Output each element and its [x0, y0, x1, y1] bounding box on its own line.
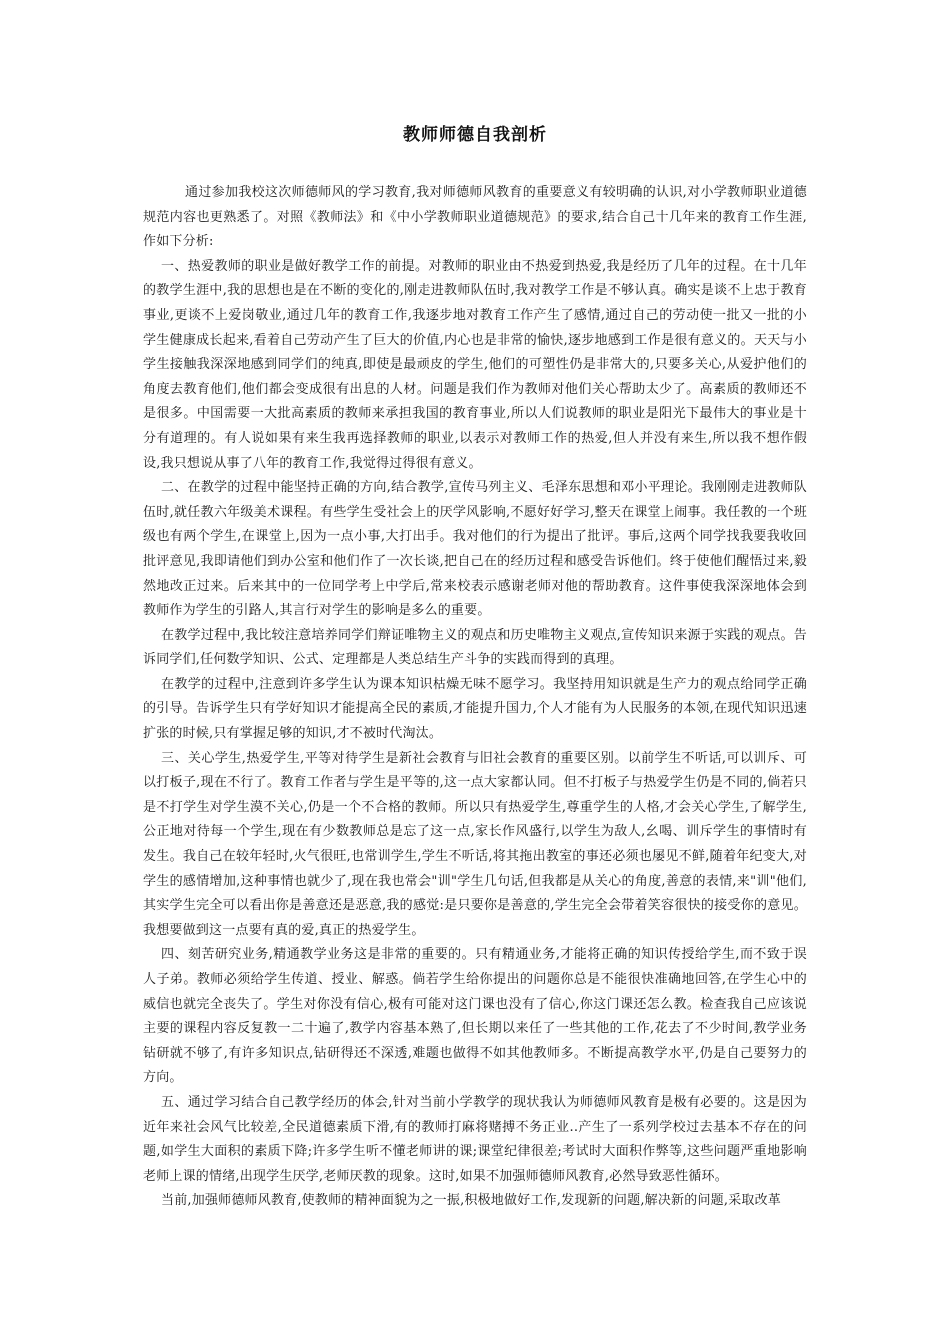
document-body	[143, 181, 807, 1214]
paragraph-section-2-part-2: 在教学过程中,我比较注意培养同学们辩证唯物主义的观点和历史唯物主义观点,宣传知识来源于实践的观点。告诉同学们,任何数学知识、公式、定理都是人类总结生产斗争的实践而得到的真理。	[143, 627, 807, 668]
paragraph-section-2-part-3: 在教学的过程中,注意到许多学生认为课本知识枯燥无味不愿学习。我坚持用知识就是生产力的观点给同学正确的引导。告诉学生只有学好知识才能提高全民的素质,才能提升国力,个人才能有为人民服务的本领,在现代知识迅速扩张的时候,只有掌握足够的知识,才不被时代淘汰。	[143, 676, 807, 742]
paragraph-section-4: 四、刻苦研究业务,精通教学业务这是非常的重要的。只有精通业务,才能将正确的知识传授给学生,而不致于误人子弟。教师必须给学生传道、授业、解惑。倘若学生给你提出的问题你总是不能很快准确地回答,在学生心中的威信也就完全丧失了。学生对你没有信心,极有可能对这门课也没有了信心,你这门课还怎么教。检查我自己应该说主要的课程内容反复教一二十遍了,教学内容基本熟了,但长期以来任了一些其他的工作,花去了不少时间,教学业务钻研就不够了,有许多知识点,钻研得还不深透,难题也做得不如其他教师多。不断提高教学水平,仍是自己要努力的方向。	[143, 947, 807, 1086]
document-title: 教师师德自我剖析	[403, 125, 547, 145]
paragraph-section-1: 一、热爱教师的职业是做好教学工作的前提。对教师的职业由不热爱到热爱,我是经历了几年的过程。在十几年的教学生涯中,我的思想也是在不断的变化的,刚走进教师队伍时,我对教学工作是不够认真。确实是谈不上忠于教育事业,更谈不上爱岗敬业,通过几年的教育工作,我逐步地对教育工作产生了感情,通过自己的劳动使一批又一批的小学生健康成长起来,看着自己劳动产生了巨大的价值,内心也是非常的愉快,逐步地感到工作是很有意义的。天天与小学生接触我深深地感到同学们的纯真,即使是最顽皮的学生,他们的可塑性仍是非常大的,只要多关心,从爱护他们的角度去教育他们,他们都会变成很有出息的人材。问题是我们作为教师对他们关心帮助太少了。高素质的教师还不是很多。中国需要一大批高素质的教师来承担我国的教育事业,所以人们说教师的职业是阳光下最伟大的事业是十分有道理的。有人说如果有来生我再选择教师的职业,以表示对教师工作的热爱,但人并没有来生,所以我不想作假设,我只想说从事了八年的教育工作,我觉得过得很有意义。	[143, 258, 807, 471]
paragraph-intro: 通过参加我校这次师德师风的学习教育,我对师德师风教育的重要意义有较明确的认识,对小学教师职业道德规范内容也更熟悉了。对照《教师法》和《中小学教师职业道德规范》的要求,结合自己十几年来的教育工作生涯,作如下分析:	[143, 185, 807, 250]
paragraph-section-3: 三、关心学生,热爱学生,平等对待学生是新社会教育与旧社会教育的重要区别。以前学生不听话,可以训斥、可以打板子,现在不行了。教育工作者与学生是平等的,这一点大家都认同。但不打板子与热爱学生仍是不同的,倘若只是不打学生对学生漠不关心,仍是一个不合格的教师。所以只有热爱学生,尊重学生的人格,才会关心学生,了解学生,公正地对待每一个学生,现在有少数教师总是忘了这一点,家长作风盛行,以学生为敌人,幺喝、训斥学生的事情时有发生。我自己在较年轻时,火气很旺,也常训学生,学生不听话,将其拖出教室的事还必须也屡见不鲜,随着年纪变大,对学生的感情增加,这种事情也就少了,现在我也常会"训"学生几句话,但我都是从关心的角度,善意的表情,来"训"他们,其实学生完全可以看出你是善意还是恶意,我的感觉:是只要你是善意的,学生完全会带着笑容很快的接受你的意见。我想要做到这一点要有真的爱,真正的热爱学生。	[143, 750, 807, 938]
paragraph-section-2: 二、在教学的过程中能坚持正确的方向,结合教学,宣传马列主义、毛泽东思想和邓小平理论。我刚刚走进教师队伍时,就任教六年级美术课程。有些学生受社会上的厌学风影响,不愿好好学习,整天在课堂上闹事。我任教的一个班级也有两个学生,在课堂上,因为一点小事,大打出手。我对他们的行为提出了批评。事后,这两个同学找我要我收回批评意见,我即请他们到办公室和他们作了一次长谈,把自己在的经历过程和感受告诉他们。终于使他们醒悟过来,毅然地改正过来。后来其中的一位同学考上中学后,常来校表示感谢老师对他的帮助教育。这件事使我深深地体会到教师作为学生的引路人,其言行对学生的影响是多么的重要。	[143, 480, 807, 619]
paragraph-closing: 当前,加强师德师风教育,使教师的精神面貌为之一振,积极地做好工作,发现新的问题,解决新的问题,采取改革	[161, 1193, 781, 1209]
document-page	[143, 120, 807, 1214]
paragraph-section-5: 五、通过学习结合自己教学经历的体会,针对当前小学教学的现状我认为师德师风教育是极有必要的。这是因为近年来社会风气比较差,全民道德素质下滑,有的教师打麻将赌搏不务正业..产生了一系列学校过去基本不存在的问题,如学生大面积的素质下降;许多学生听不懂老师讲的课;课堂纪律很差;考试时大面积作弊等,这些问题严重地影响老师上课的情绪,出现学生厌学,老师厌教的现象。这时,如果不加强师德师风教育,必然导致恶性循环。	[143, 1094, 807, 1184]
